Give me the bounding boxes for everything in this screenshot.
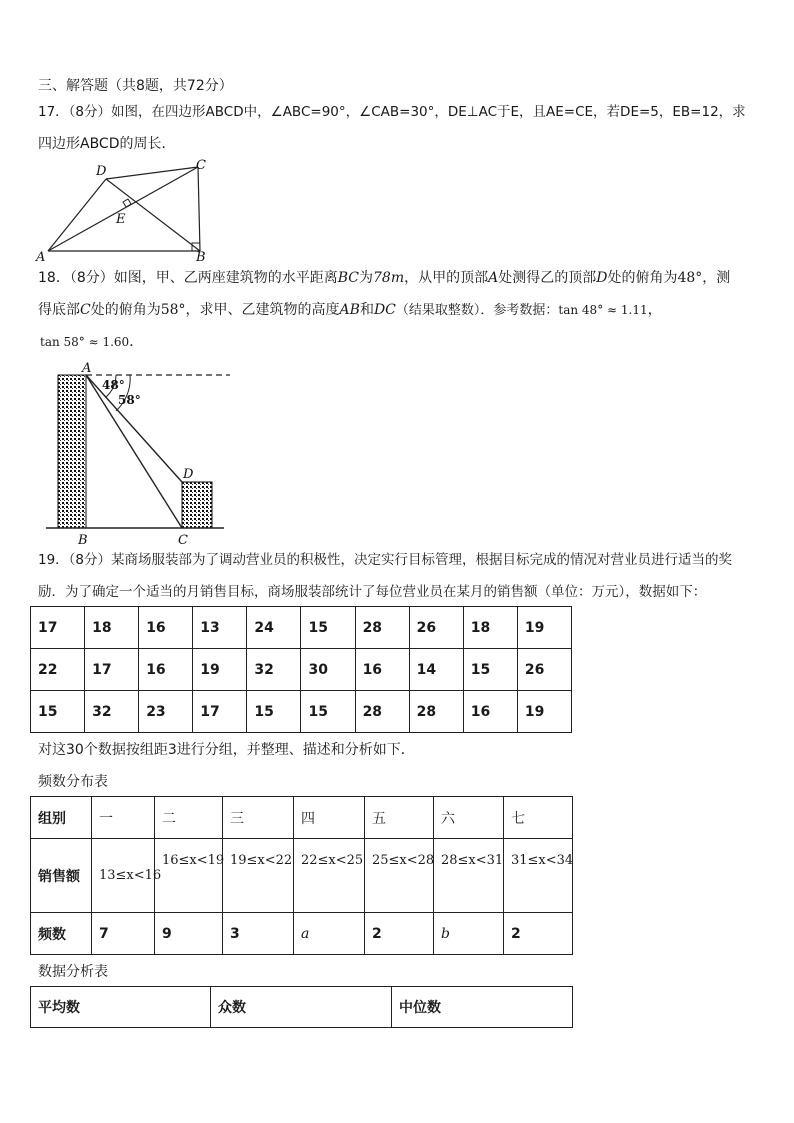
table-cell: 14 [409,649,463,691]
table-cell: 15 [31,691,85,733]
table-cell: 15 [463,649,517,691]
q18-label-d: D [183,467,194,482]
q18-l1-c: ，从甲的顶部 [404,270,489,286]
freq-range-cell: 16≤x<19 [155,839,223,913]
analysis-header-cell: 中位数 [392,987,573,1028]
q18-l1-e: 处的俯角为 [607,270,678,286]
table-cell: 15 [301,607,355,649]
table-cell: 28 [355,607,409,649]
q18-l2-c: ，求甲、乙建筑物的高度 [185,302,340,318]
freq-group-header: 一 [92,797,155,839]
freq-range-cell: 31≤x<34 [504,839,573,913]
freq-range-cell: 28≤x<31 [434,839,504,913]
table-cell: 26 [409,607,463,649]
q17-text-line2: 四边形ABCD的周长． [38,136,176,152]
q19-text-line2: 励．为了确定一个适当的月销售目标，商场服装部统计了每位营业员在某月的销售额（单位：万元），数据如下： [38,584,707,600]
q18-angle-48: 48° [102,378,125,392]
q18-l3-tan58: tan 58° ≈ 1.60 [40,335,130,349]
freq-group-header: 三 [223,797,294,839]
q18-l2-58: 58° [160,302,186,318]
freq-group-header: 四 [294,797,365,839]
building-yi [182,482,212,528]
q18-l1-b: 为 [359,270,373,286]
q18-text-line1 [38,268,730,288]
table-cell: 16 [355,649,409,691]
freq-count-cell: 7 [92,913,155,955]
freq-range-cell: 22≤x<25 [294,839,365,913]
freq-group-header: 五 [365,797,434,839]
q18-l2-C: C [80,302,91,318]
table-cell: 19 [517,691,571,733]
table-cell: 16 [463,691,517,733]
table-cell: 26 [517,649,571,691]
table-cell: 30 [301,649,355,691]
freq-count-cell: a [294,913,365,955]
q17-label-e: E [116,212,126,227]
table-cell: 22 [31,649,85,691]
freq-group-header: 二 [155,797,223,839]
table-cell: 17 [193,691,247,733]
q18-label-a: A [82,361,92,376]
q18-text-line2 [38,300,662,321]
q18-l1-d: 处测得乙的顶部 [498,270,597,286]
q18-l2-a: 得底部 [38,302,80,318]
q18-l2-tan48: tan 48° ≈ 1.11 [558,303,648,317]
q18-l2-DC: DC [373,302,396,318]
table-cell: 23 [139,691,193,733]
q18-angle-58: 58° [118,393,141,407]
freq-table-title: 频数分布表 [38,774,108,790]
q18-l1-48: 48° [677,270,703,286]
analysis-header-cell: 众数 [211,987,392,1028]
q18-label-b: B [78,533,88,548]
table-cell: 28 [355,691,409,733]
freq-header-label: 组别 [31,797,92,839]
table-cell: 32 [85,691,139,733]
analysis-table-title: 数据分析表 [38,964,108,980]
table-cell: 24 [247,607,301,649]
q18-l2-AB: AB [339,302,360,318]
table-cell: 15 [247,691,301,733]
freq-range-cell: 25≤x<28 [365,839,434,913]
q18-figure-buildings [38,358,238,548]
q18-l2-e: （结果取整数）．参考数据： [395,303,559,318]
q18-l3-end: ． [129,334,144,350]
freq-range-cell: 13≤x<16 [92,839,155,913]
freq-count-cell: 2 [504,913,573,955]
section-title: 三、解答题（共8题，共72分） [38,78,233,94]
freq-count-cell: b [434,913,504,955]
q18-label-c: C [178,533,188,548]
q18-l1-A: A [488,270,499,286]
table-row [31,607,572,649]
table-cell: 19 [517,607,571,649]
table-cell: 18 [85,607,139,649]
q17-figure-quadrilateral [30,155,220,265]
freq-count-cell: 2 [365,913,434,955]
table-row [31,649,572,691]
freq-group-header: 六 [434,797,504,839]
q17-text-line1: 17．（8分）如图，在四边形ABCD中，∠ABC=90°，∠CAB=30°，DE⊥AC于E，且AE=CE，若DE=5，EB=12，求 [38,104,746,120]
freq-range-cell: 19≤x<22 [223,839,294,913]
q18-l2-b: 处的俯角为 [90,302,161,318]
table-cell: 19 [193,649,247,691]
table-cell: 15 [301,691,355,733]
table-cell: 16 [139,607,193,649]
q18-l1-bc: BC [337,270,359,286]
table-cell: 17 [85,649,139,691]
q17-label-b: B [196,250,206,265]
table-cell: 17 [31,607,85,649]
q18-l1-a: 18．（8分）如图，甲、乙两座建筑物的水平距离 [38,270,338,286]
q18-text-line3 [40,332,143,352]
q18-l1-f: ，测 [702,270,731,286]
q18-l2-d: 和 [359,302,374,318]
q18-l1-D: D [596,270,608,286]
analysis-table [30,986,573,1028]
frequency-table [30,796,573,955]
q17-label-d: D [96,164,107,179]
table-row [31,691,572,733]
table-cell: 32 [247,649,301,691]
freq-range-label: 销售额 [31,839,92,913]
sales-data-table [30,606,572,733]
table-cell: 13 [193,607,247,649]
q18-l2-f: ， [647,302,662,318]
building-jia [58,375,86,528]
q17-label-a: A [36,250,46,265]
q18-l1-78m: 78m [373,270,405,286]
analysis-header-cell: 平均数 [31,987,211,1028]
freq-count-cell: 3 [223,913,294,955]
table-cell: 28 [409,691,463,733]
freq-count-cell: 9 [155,913,223,955]
table-cell: 16 [139,649,193,691]
q19-after-table-text: 对这30个数据按组距3进行分组，并整理、描述和分析如下． [38,742,415,758]
freq-count-label: 频数 [31,913,92,955]
q17-label-c: C [196,158,206,173]
table-cell: 18 [463,607,517,649]
freq-group-header: 七 [504,797,573,839]
q19-text-line1: 19．（8分）某商场服装部为了调动营业员的积极性，决定实行目标管理，根据目标完成的情况对营业员进行适当的奖 [38,552,733,568]
